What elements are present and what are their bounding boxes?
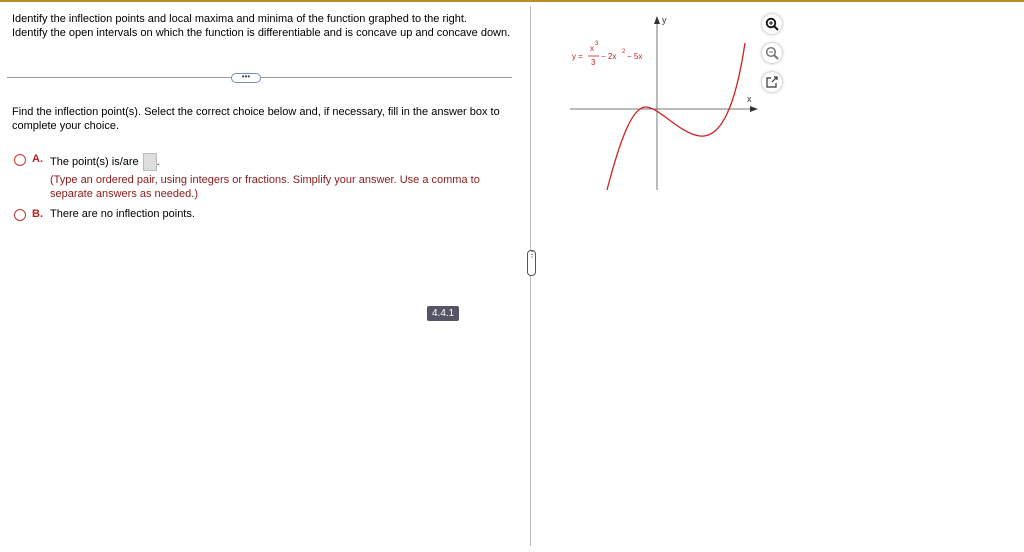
- function-curve: [607, 43, 745, 190]
- version-badge: 4.4.1: [427, 306, 459, 321]
- eq-rest: − 2x: [601, 52, 617, 61]
- expand-button[interactable]: •••: [231, 73, 261, 83]
- eq-denominator: 3: [591, 58, 596, 67]
- pane-resize-handle[interactable]: ⋮: [527, 250, 536, 276]
- choice-a-suffix: .: [156, 155, 160, 168]
- zoom-in-button[interactable]: [762, 14, 782, 34]
- choice-a[interactable]: [14, 153, 510, 201]
- eq-prefix: y =: [572, 52, 583, 61]
- eq-num-exp: 3: [595, 41, 599, 47]
- radio-a[interactable]: [14, 154, 26, 166]
- choice-b-letter: B.: [32, 208, 43, 220]
- eq-rest-exp: 2: [622, 49, 626, 55]
- y-axis-label: y: [662, 15, 667, 25]
- zoom-in-icon: [765, 17, 779, 31]
- y-axis-arrow: [654, 16, 660, 24]
- top-border: [0, 0, 1024, 2]
- question-text: [12, 12, 512, 40]
- pane-divider: [530, 6, 531, 546]
- equation-label: [572, 41, 642, 67]
- eq-numerator: x: [590, 44, 594, 53]
- external-link-icon: [765, 75, 779, 89]
- eq-tail: − 5x: [627, 52, 643, 61]
- question-line-1: Identify the inflection points and local maxima and minima of the function graphed to the right.: [12, 13, 467, 25]
- prompt-text: Find the inflection point(s). Select the correct choice below and, if necessary, fill in the answer box to complete your choice.: [12, 106, 500, 132]
- choice-a-hint: (Type an ordered pair, using integers or fractions. Simplify your answer. Use a comma to separate answers as needed.): [50, 174, 480, 200]
- choice-a-letter: A.: [32, 153, 43, 165]
- choice-b[interactable]: [14, 208, 195, 221]
- choice-a-text: The point(s) is/are: [50, 155, 139, 168]
- open-external-button[interactable]: [762, 72, 782, 92]
- function-graph: [540, 0, 780, 200]
- choice-b-text: There are no inflection points.: [50, 208, 195, 220]
- x-axis-label: x: [747, 94, 752, 104]
- answer-input[interactable]: [143, 153, 157, 171]
- zoom-out-icon: [765, 46, 779, 60]
- question-line-2: Identify the open intervals on which the function is differentiable and is concave up and concave down.: [12, 27, 511, 39]
- x-axis-arrow: [750, 106, 758, 112]
- zoom-out-button[interactable]: [762, 43, 782, 63]
- radio-b[interactable]: [14, 209, 26, 221]
